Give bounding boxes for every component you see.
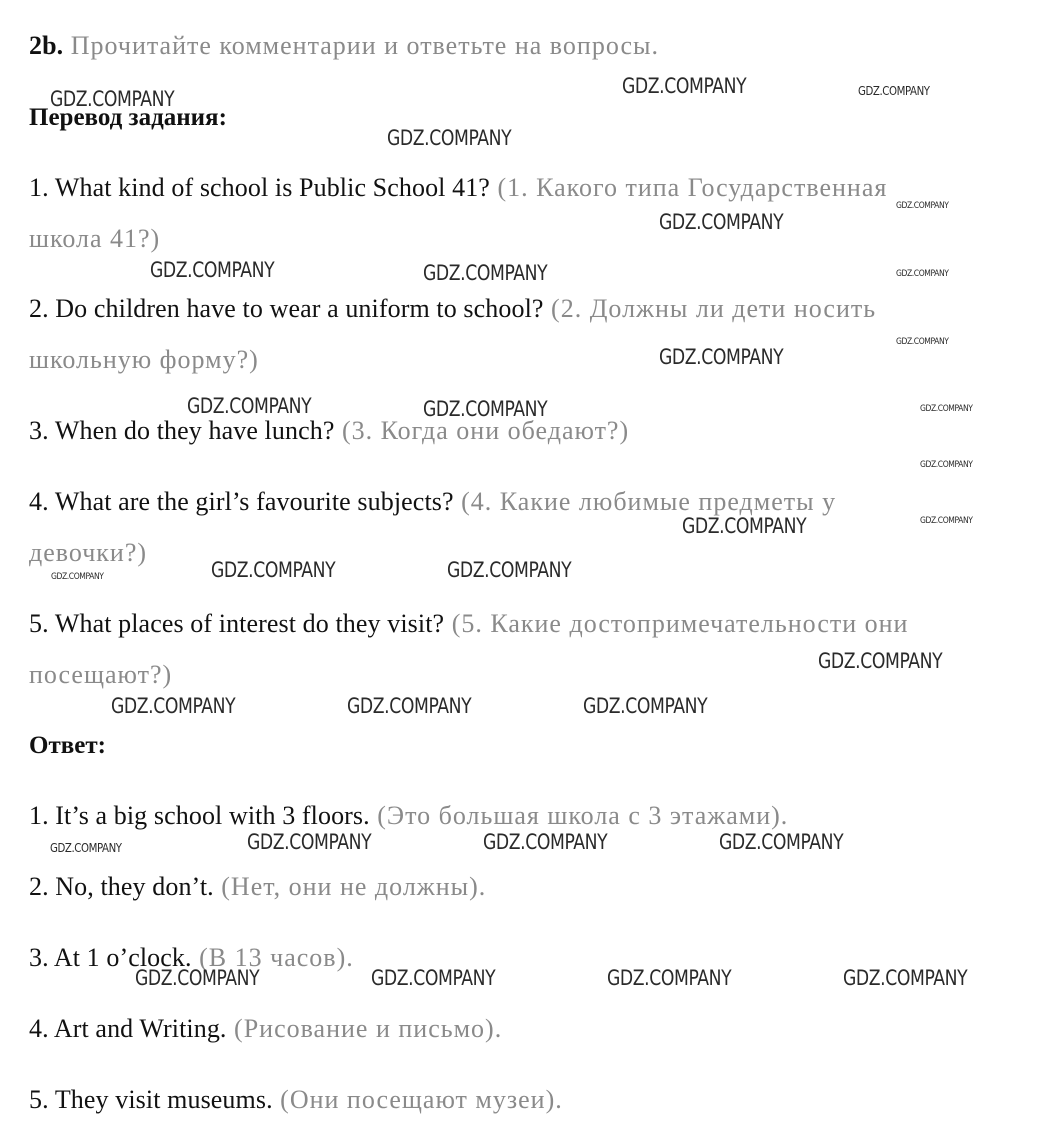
- question-4-ru: (4. Какие любимые предметы у: [453, 487, 837, 516]
- question-5-ru-cont: посещают?): [29, 660, 173, 689]
- watermark: GDZ.COMPANY: [150, 258, 275, 282]
- watermark: GDZ.COMPANY: [483, 830, 608, 854]
- question-1-ru-cont: школа 41?): [29, 224, 161, 253]
- question-5-cont: [29, 660, 172, 690]
- watermark: GDZ.COMPANY: [423, 261, 548, 285]
- task-instruction: [29, 31, 659, 61]
- watermark: GDZ.COMPANY: [211, 558, 336, 582]
- watermark: GDZ.COMPANY: [247, 830, 372, 854]
- question-4-cont: [29, 538, 147, 568]
- question-1: [29, 173, 887, 203]
- question-5-ru: (5. Какие достопримечательности они: [444, 609, 909, 638]
- question-2: [29, 294, 876, 324]
- watermark: GDZ.COMPANY: [920, 404, 973, 414]
- watermark: GDZ.COMPANY: [187, 394, 312, 418]
- watermark: GDZ.COMPANY: [111, 694, 236, 718]
- watermark: GDZ.COMPANY: [818, 649, 943, 673]
- task-number: 2b.: [29, 31, 64, 60]
- watermark: GDZ.COMPANY: [51, 572, 104, 582]
- answer-3: [29, 943, 354, 973]
- answer-3-en: 3. At 1 o’clock.: [29, 943, 192, 972]
- watermark: GDZ.COMPANY: [607, 966, 732, 990]
- question-4-ru-cont: девочки?): [29, 538, 148, 567]
- question-3-en: 3. When do they have lunch?: [29, 416, 335, 445]
- question-5-en: 5. What places of interest do they visit?: [29, 609, 445, 638]
- task-instruction-text: Прочитайте комментарии и ответьте на вопросы.: [63, 31, 659, 60]
- answer-5: [29, 1085, 563, 1115]
- answer-1-en: 1. It’s a big school with 3 floors.: [29, 801, 370, 830]
- answer-2-en: 2. No, they don’t.: [29, 872, 214, 901]
- question-3-ru: (3. Когда они обедают?): [334, 416, 630, 445]
- watermark: GDZ.COMPANY: [347, 694, 472, 718]
- answer-2-ru: (Нет, они не должны).: [213, 872, 487, 901]
- question-3: [29, 416, 629, 446]
- watermark: GDZ.COMPANY: [50, 841, 122, 855]
- question-2-en: 2. Do children have to wear a uniform to school?: [29, 294, 544, 323]
- answer-5-ru: (Они посещают музеи).: [272, 1085, 563, 1114]
- question-2-cont: [29, 345, 259, 375]
- watermark: GDZ.COMPANY: [719, 830, 844, 854]
- watermark: GDZ.COMPANY: [583, 694, 708, 718]
- watermark: GDZ.COMPANY: [135, 966, 260, 990]
- translation-heading: Перевод задания:: [29, 104, 227, 131]
- watermark: GDZ.COMPANY: [387, 126, 512, 150]
- answer-4-en: 4. Art and Writing.: [29, 1014, 227, 1043]
- watermark: GDZ.COMPANY: [896, 269, 949, 279]
- watermark: GDZ.COMPANY: [858, 84, 930, 98]
- answer-heading: Ответ:: [29, 732, 106, 759]
- answer-1-ru: (Это большая школа с 3 этажами).: [369, 801, 789, 830]
- watermark: GDZ.COMPANY: [843, 966, 968, 990]
- watermark: GDZ.COMPANY: [896, 337, 949, 347]
- question-1-ru: (1. Какого типа Государственная: [489, 173, 888, 202]
- watermark: GDZ.COMPANY: [423, 397, 548, 421]
- watermark: GDZ.COMPANY: [920, 460, 973, 470]
- question-1-en: 1. What kind of school is Public School 41?: [29, 173, 490, 202]
- answer-1: [29, 801, 788, 831]
- answer-4-ru: (Рисование и письмо).: [226, 1014, 503, 1043]
- question-4-en: 4. What are the girl’s favourite subjects?: [29, 487, 454, 516]
- watermark: GDZ.COMPANY: [622, 74, 747, 98]
- question-4: [29, 487, 836, 517]
- answer-3-ru: (В 13 часов).: [191, 943, 354, 972]
- watermark: GDZ.COMPANY: [659, 345, 784, 369]
- watermark: GDZ.COMPANY: [682, 514, 807, 538]
- question-1-cont: [29, 224, 160, 254]
- watermark: GDZ.COMPANY: [50, 87, 175, 111]
- answer-5-en: 5. They visit museums.: [29, 1085, 273, 1114]
- question-5: [29, 609, 908, 639]
- question-2-ru-cont: школьную форму?): [29, 345, 259, 374]
- watermark: GDZ.COMPANY: [896, 201, 949, 211]
- watermark: GDZ.COMPANY: [920, 516, 973, 526]
- answer-4: [29, 1014, 502, 1044]
- watermark: GDZ.COMPANY: [659, 210, 784, 234]
- answer-2: [29, 872, 486, 902]
- watermark: GDZ.COMPANY: [447, 558, 572, 582]
- watermark: GDZ.COMPANY: [371, 966, 496, 990]
- question-2-ru: (2. Должны ли дети носить: [543, 294, 877, 323]
